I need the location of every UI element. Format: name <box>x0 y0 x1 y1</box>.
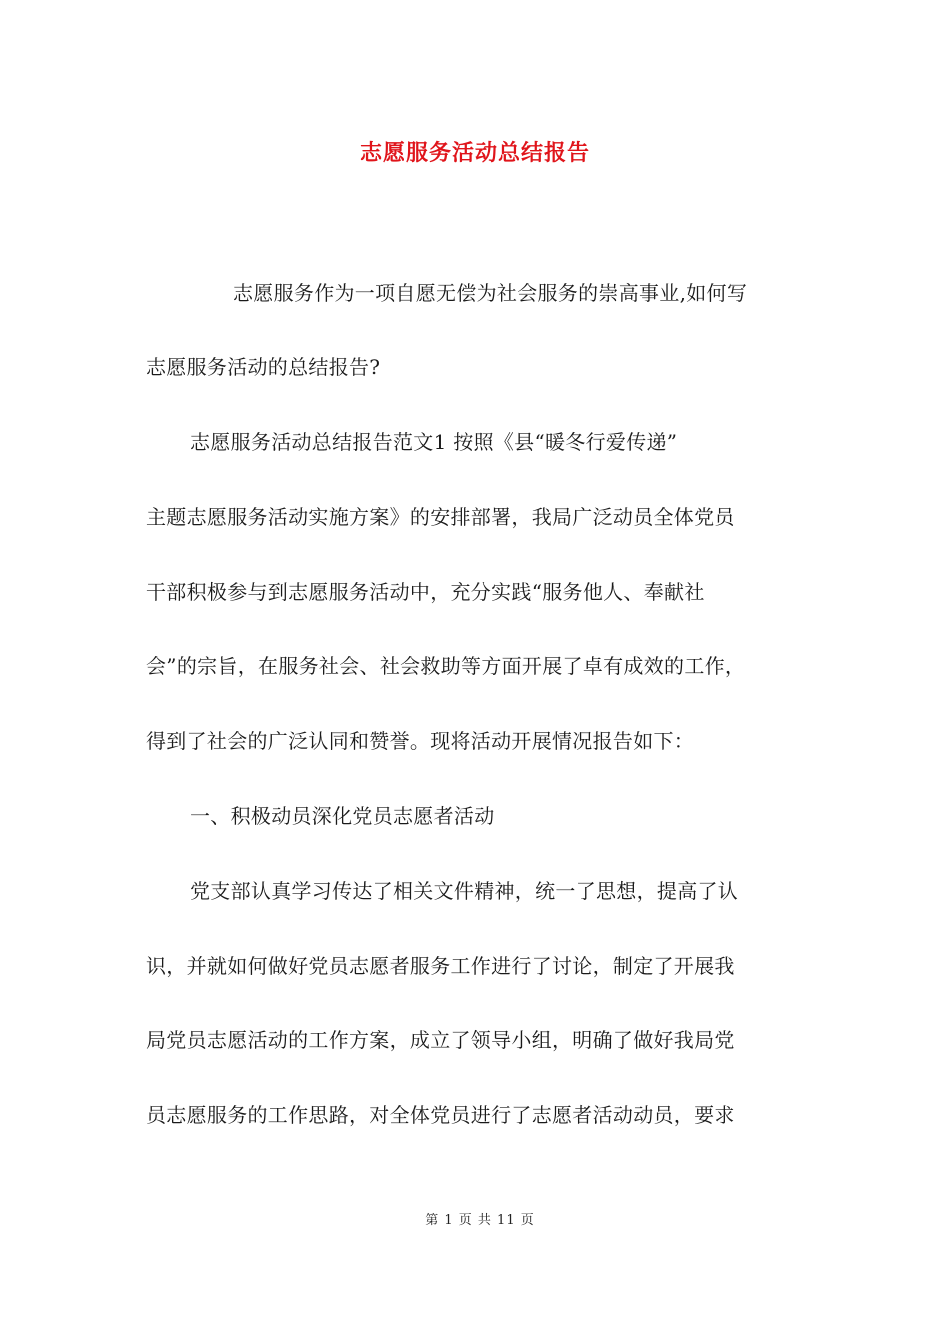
body-line: 主题志愿服务活动实施方案》的安排部署，我局广泛动员全体党员 <box>146 505 735 529</box>
body-line: 识，并就如何做好党员志愿者服务工作进行了讨论，制定了开展我 <box>146 954 735 978</box>
body-line: 员志愿服务的工作思路，对全体党员进行了志愿者活动动员，要求 <box>146 1103 735 1127</box>
body-line: 志愿服务作为一项自愿无偿为社会服务的崇高事业,如何写 <box>233 281 748 305</box>
body-line: 志愿服务活动的总结报告? <box>146 355 381 379</box>
page-footer: 第 1 页 共 11 页 <box>425 1213 535 1228</box>
body-line: 党支部认真学习传达了相关文件精神，统一了思想，提高了认 <box>190 879 739 903</box>
section-heading: 一、积极动员深化党员志愿者活动 <box>190 804 495 828</box>
body-line: 会”的宗旨，在服务社会、社会救助等方面开展了卓有成效的工作， <box>146 654 746 678</box>
body-line: 得到了社会的广泛认同和赞誉。现将活动开展情况报告如下： <box>146 729 695 753</box>
body-line: 干部积极参与到志愿服务活动中，充分实践“服务他人、奉献社 <box>146 580 705 604</box>
body-line: 局党员志愿活动的工作方案，成立了领导小组，明确了做好我局党 <box>146 1028 735 1052</box>
document-title: 志愿服务活动总结报告 <box>359 140 590 166</box>
body-line: 志愿服务活动总结报告范文1 按照《县“暖冬行爱传递” <box>190 430 678 454</box>
